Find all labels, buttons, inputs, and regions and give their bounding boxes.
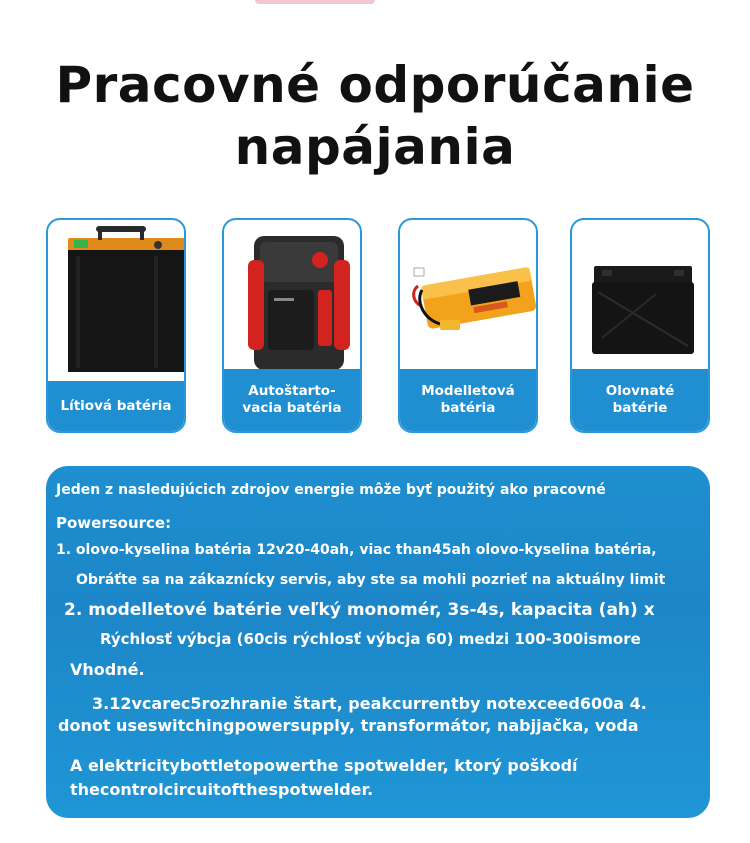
card-label: [48, 381, 184, 431]
card-label-line-1: Olovnaté: [605, 383, 675, 399]
card-label-line-2: batérie: [612, 400, 668, 416]
card-label-line-2: vacia batéria: [242, 400, 342, 416]
info-line: A elektricitybottletopowerthe spotwelder, ktorý poškodí: [70, 756, 578, 775]
info-line: Obráťte sa na zákaznícky servis, aby ste sa mohli pozrieť na aktuálny limit: [76, 572, 666, 588]
info-line: donot useswitchingpowersupply, transformátor, nabjjačka, voda: [58, 716, 639, 735]
card-label: [400, 369, 536, 431]
info-line: Jeden z nasledujúcich zdrojov energie môže byť použitý ako pracovné: [56, 482, 606, 498]
card-label-line-1: Autoštarto-: [248, 383, 336, 399]
info-line: 2. modelletové batérie veľký monomér, 3s-4s, kapacita (ah) x: [64, 600, 655, 620]
card-label-text: Lítiová batéria: [60, 397, 172, 414]
lead-acid-battery-icon: [572, 220, 708, 380]
page-title: [0, 54, 750, 178]
info-line: Vhodné.: [70, 660, 145, 679]
card-label: [224, 369, 360, 431]
info-line: 1. olovo-kyselina batéria 12v20-40ah, viac than45ah olovo-kyselina batéria,: [56, 542, 657, 558]
card-label-line-2: batéria: [440, 400, 496, 416]
info-line: thecontrolcircuitofthespotwelder.: [70, 780, 374, 799]
lithium-battery-icon: [48, 220, 184, 380]
card-lead-acid: [570, 218, 710, 433]
info-line: Rýchlosť výbcja (60cis rýchlosť výbcja 60) medzi 100-300ismore: [100, 630, 641, 648]
title-line-2: napájania: [234, 118, 516, 176]
card-label: [572, 369, 708, 431]
title-line-1: Pracovné odporúčanie: [55, 56, 695, 114]
info-line: Powersource:: [56, 514, 172, 532]
card-jump-starter: [222, 218, 362, 433]
card-lithium-battery: [46, 218, 186, 433]
card-rc-battery: [398, 218, 538, 433]
info-line: 3.12vcarec5rozhranie štart, peakcurrentby notexceed600a 4.: [92, 694, 647, 713]
info-panel: [46, 466, 710, 818]
rc-lipo-battery-icon: [400, 220, 536, 380]
top-accent-bar: [255, 0, 375, 4]
card-label-line-1: Modelletová: [421, 383, 515, 399]
jump-starter-icon: [224, 220, 360, 380]
